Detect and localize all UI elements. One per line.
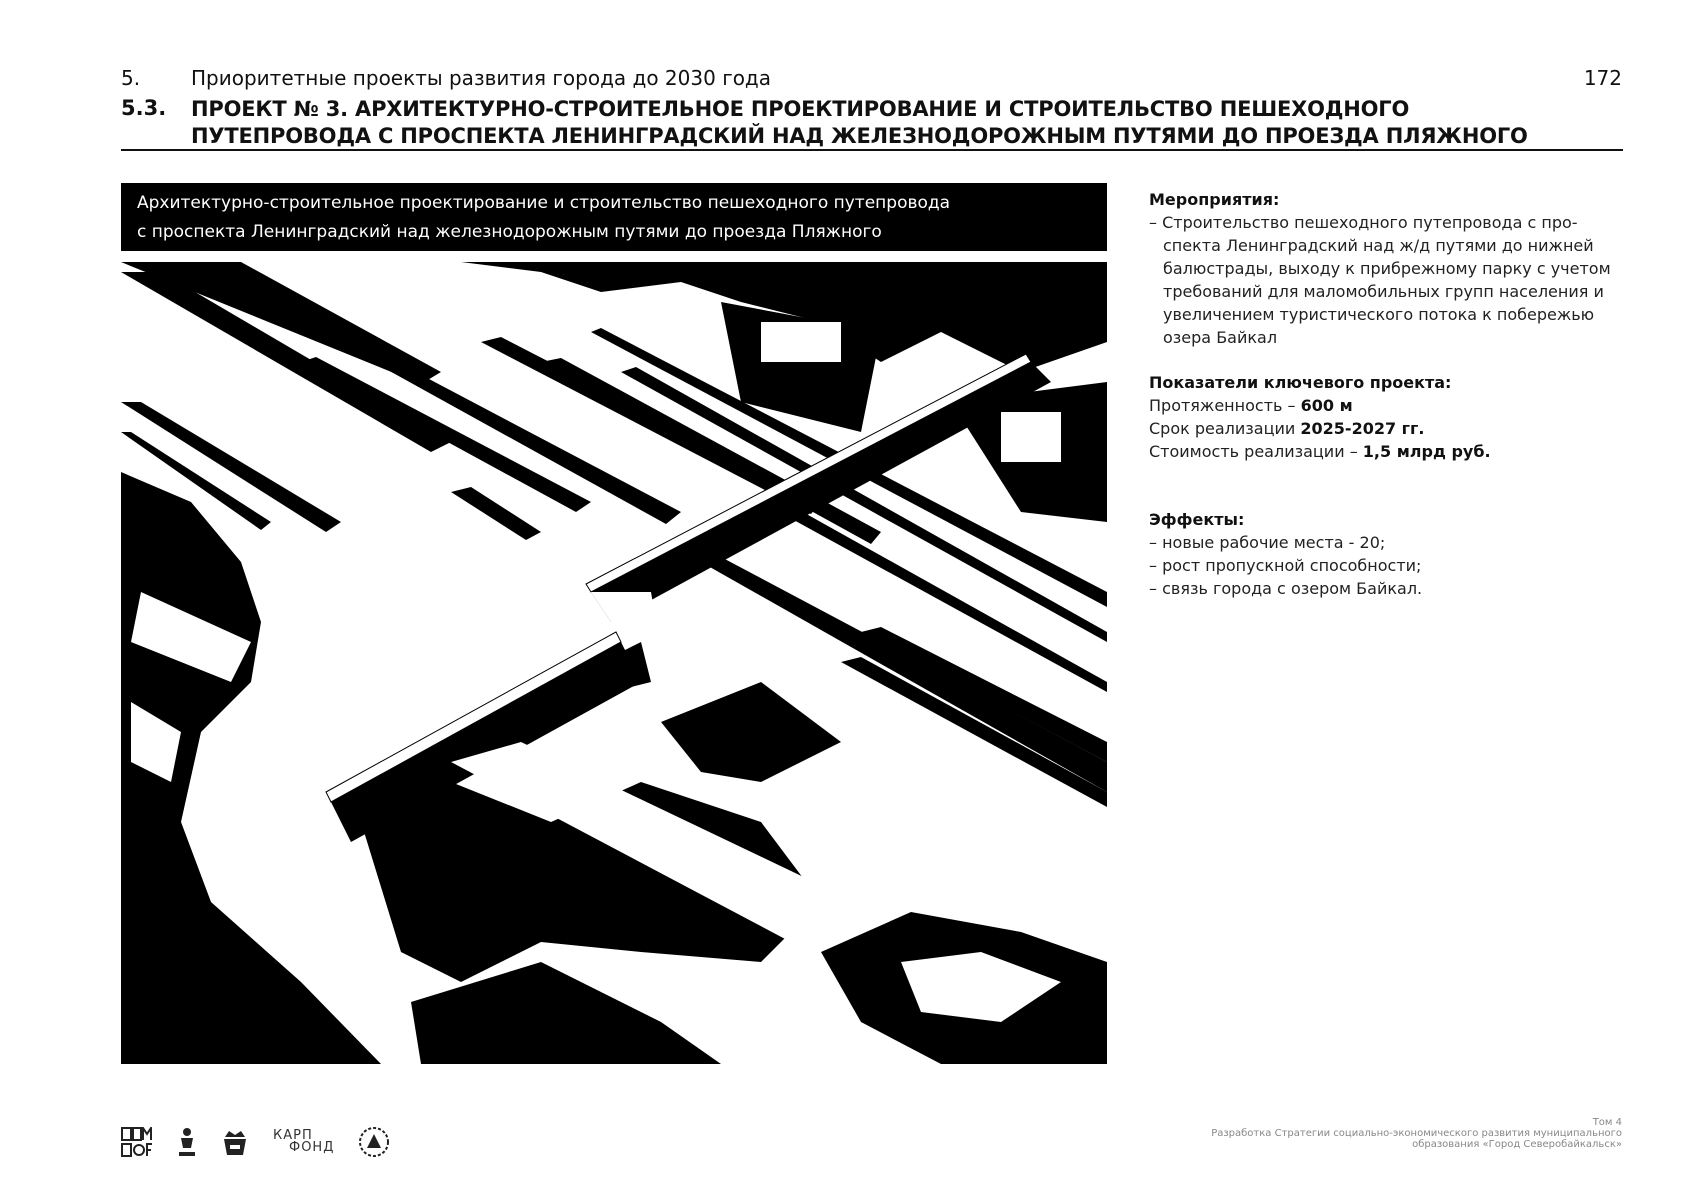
section-title: Приоритетные проекты развития города до 2030 года: [191, 66, 772, 90]
indicator-cost: Стоимость реализации – 1,5 млрд руб.: [1149, 442, 1491, 461]
list-item: – связь города с озером Байкал.: [1149, 579, 1423, 598]
list-item: – рост пропускной способности;: [1149, 556, 1422, 575]
header-divider: [121, 149, 1623, 151]
measures-block: [1149, 188, 1629, 349]
effects-block: [1149, 508, 1629, 600]
indicator-length: Протяженность – 600 м: [1149, 396, 1353, 415]
image-caption: [121, 183, 1107, 251]
project-title-line-2: ПУТЕПРОВОДА С ПРОСПЕКТА ЛЕНИНГРАДСКИЙ НАД ЖЕЛЕЗНОДОРОЖНЫМ ПУТЯМИ ДО ПРОЕЗДА ПЛЯЖНОГО: [191, 124, 1528, 148]
karp-fond-logo: КАРП ФОНД: [273, 1128, 335, 1155]
caption-line-1: Архитектурно-строительное проектирование и строительство пешеходного путепровода: [137, 193, 951, 213]
indicators-block: [1149, 371, 1629, 463]
list-item: – Строительство пешеходного путепровода с про- спекта Ленинградский над ж/д путями до нижней балюстрады, выходу к прибрежному парку с учетом требований для маломобильных групп населения и увеличением туристического потока к побережью озера Байкал: [1149, 213, 1611, 347]
list-item: – новые рабочие места - 20;: [1149, 533, 1386, 552]
footer-document-note: Том 4 Разработка Стратегии социально-экономического развития муниципального образования «Город Северобайкальск»: [1211, 1117, 1622, 1150]
measures-list: [1149, 211, 1629, 349]
section-number: 5.: [121, 66, 141, 90]
project-title-line-1: ПРОЕКТ № 3. АРХИТЕКТУРНО-СТРОИТЕЛЬНОЕ ПРОЕКТИРОВАНИЕ И СТРОИТЕЛЬСТВО ПЕШЕХОДНОГО: [191, 97, 1410, 121]
project-number: 5.3.: [121, 96, 167, 120]
effects-heading: Эффекты:: [1149, 510, 1245, 529]
round-seal-icon: [358, 1126, 390, 1158]
aerial-image-illustration: [121, 262, 1107, 1064]
indicator-term: Срок реализации 2025-2027 гг.: [1149, 419, 1425, 438]
project-title: [191, 96, 1611, 150]
page-number: 172: [1583, 66, 1622, 90]
caption-line-2: с проспекта Ленинградский над железнодорожным путями до проезда Пляжного: [137, 222, 882, 242]
measures-heading: Мероприятия:: [1149, 190, 1280, 209]
footer-logos: [121, 1126, 390, 1158]
indicators-heading: Показатели ключевого проекта:: [1149, 373, 1452, 392]
crown-emblem-icon: [221, 1127, 249, 1157]
dom-rf-logo-icon: [121, 1127, 153, 1157]
effects-list: [1149, 531, 1629, 600]
section-header: [121, 66, 771, 90]
emblem-figure-icon: [177, 1126, 197, 1158]
overpass-aerial-rendering: [121, 262, 1107, 1064]
